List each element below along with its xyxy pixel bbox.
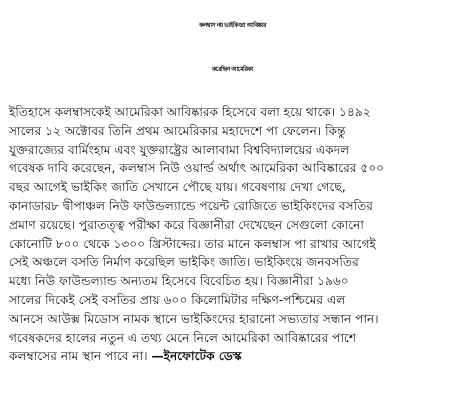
article-line: ইতিহাসে কলম্বাসকেই আমেরিকা আবিষ্কারক হিসেবে বলা হয়ে থাকে। ১৪৯২ [9, 105, 371, 119]
article-line: গবেষক দাবি করেছেন, কলম্বাস নিউ ওয়ার্ল্ড অর্থাৎ আমেরিকা আবিষ্কারের ৫০০ [9, 161, 385, 176]
article-line: মধ্যে নিউ ফাউন্ডল্যান্ড অন্যতম হিসেবে বিবেচিত হয়। বিজ্ঞানীরা ১৯৬০ [9, 274, 349, 289]
article-line: সেই অঞ্চলে বসতি নির্মাণ করেছিল ভাইকিং জাতি। ভাইকিংয়ে জনবসতির [9, 255, 359, 270]
article-body [9, 103, 459, 366]
article-line: সালের দিকেই সেই বসতির প্রায় ৬০০ কিলোমিটার দক্ষিণ-পশ্চিমের এল [9, 292, 346, 307]
article-line: বছর আগেই ভাইকিং জাতি সেখানে পৌছে যায়। গবেষণায় দেখা গেছে, [9, 180, 346, 195]
article-last-line [9, 347, 459, 366]
byline: —ইনফোটেক ডেস্ক [151, 349, 242, 364]
article-line: প্রমাণ রয়েছে। পুরাতত্ত্ব পরীক্ষা করে বিজ্ঞানীরা দেখেছেন সেগুলো কোনো [9, 217, 364, 232]
article-line: কোনোটি ৮০০ থেকে ১৩০০ খ্রিস্টাব্দের। তার মানে কলম্বাস পা রাখার আগেই [9, 236, 376, 251]
headline-line-2: করেছিল আমেরিকা [211, 66, 254, 73]
article-last-line-text: কলম্বাসের নাম স্থান পাবে না। [9, 349, 152, 364]
article-line: আনসে আউক্স মিডোস নামক স্থানে ভাইকিংদের হারানো সভ্যতার সন্ধান পান। [9, 311, 379, 326]
article-line: সালের ১২ অক্টোবর তিনি প্রথম আমেরিকার মহাদেশে পা ফেলেন। কিন্তু [9, 123, 346, 138]
article-line: যুক্তরাজ্যের বার্মিংহাম এবং যুক্তরাষ্ট্রের আলাবামা বিশ্ববিদ্যালয়ের একদল [9, 142, 350, 157]
article-line: গবেষকদের হালের নতুন এ তথ্য মেনে নিলে আমেরিকা আবিষ্কারের পাশে [9, 330, 357, 345]
headline [0, 4, 465, 92]
headline-line-1: কলম্বাস নয় ভাইকিংরা আবিষ্কার [199, 22, 266, 29]
article-line: কানাডার৮ দ্বীপাঞ্চল নিউ ফাউন্ডল্যান্ডে পয়েন্ট রোজিতে ভাইকিংদের বসতির [9, 198, 374, 213]
